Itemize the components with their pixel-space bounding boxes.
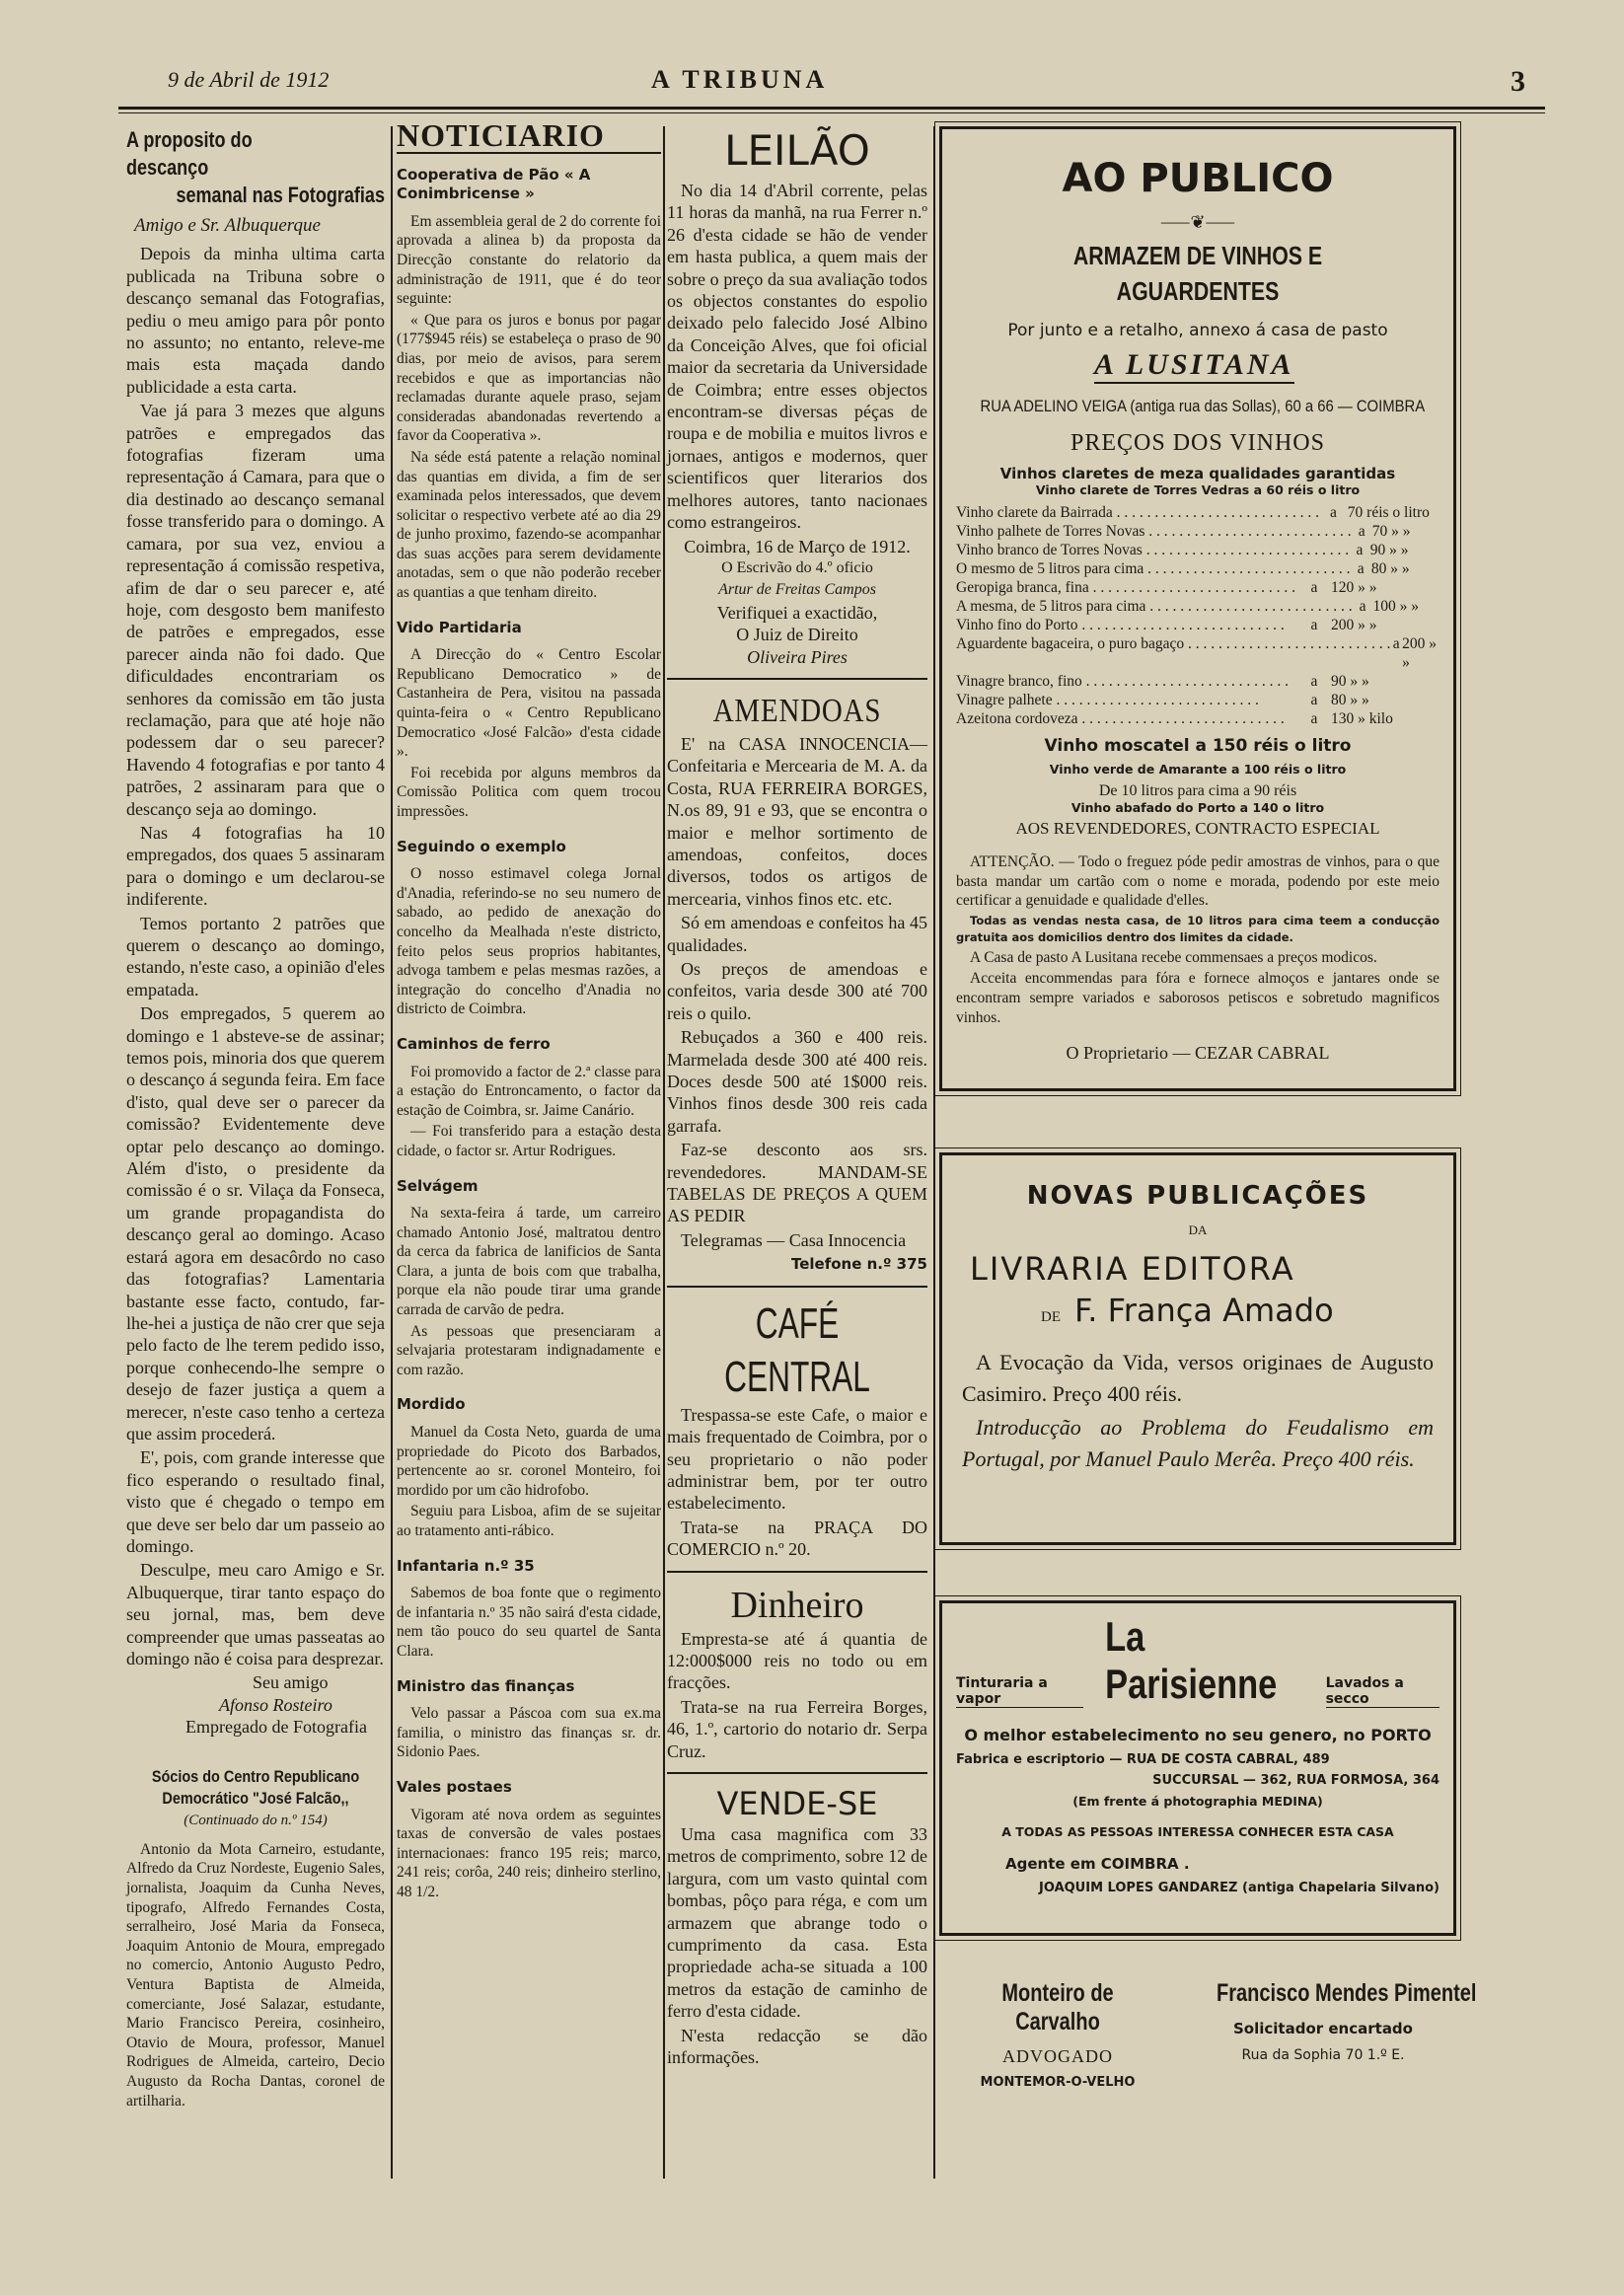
price-item-at: a (1310, 617, 1318, 633)
card-place: MONTEMOR-O-VELHO (980, 2075, 1136, 2090)
price-item-value: 100 » » (1372, 598, 1420, 615)
price-note: De 10 litros para cima a 90 réis (1098, 782, 1297, 799)
ad-text: Trata-se na rua Ferreira Borges, 46, 1.º, cartorio do notario dr. Serpa Cruz. (667, 1696, 927, 1761)
price-item-name: O mesmo de 5 litros para cima . . . . . . . . . . . . . . . . . . . . . . . . . . . (956, 560, 1351, 577)
price-item-name: Vinho branco de Torres Novas . . . . . . . . . . . . . . . . . . . . . . . . . . . (956, 542, 1350, 558)
section-title: Sócios do Centro Republicano (151, 1766, 360, 1786)
ad-phone: Telefone n.º 375 (790, 1255, 927, 1274)
ad-text: N'esta redacção se dão informações. (667, 2025, 927, 2068)
business-cards (939, 1979, 1477, 2090)
paragraph: E', pois, com grande interesse que fico esperando o resultado final, visto que é chegado o tempo em que deve ser belo dar um passeio ao domingo. (126, 1447, 385, 1556)
price-item-value: 80 » » (1370, 560, 1410, 577)
ad-line: Agente em COIMBRA . (1005, 1855, 1190, 1873)
ad-title: AO PUBLICO (1062, 156, 1334, 201)
ad-right-label: Lavados a secco (1326, 1675, 1439, 1708)
card-place: Rua da Sophia 70 1.º E. (1241, 2047, 1405, 2063)
column-2 (397, 117, 661, 2179)
price-item-at: a (1329, 504, 1337, 521)
ad-text: ATTENÇÃO. — Todo o freguez póde pedir amostras de vinhos, para o que basta mandar um cartão com o nome e morada, podendo por este meio certificar a genuidade e qualidade d'elles. (956, 853, 1439, 910)
column-3 (667, 126, 927, 2179)
price-row (956, 503, 1439, 522)
price-row (956, 709, 1439, 728)
ad-text: Rebuçados a 360 e 400 reis. Marmelada desde 300 até 400 reis. Doces desde 500 até 1$000 reis. Vinhos finos desde 300 reis cada garrafa. (667, 1027, 927, 1136)
page-number: 3 (1511, 65, 1525, 98)
price-row (956, 522, 1439, 541)
business-card (1190, 1979, 1477, 2090)
news-paragraph: O nosso estimavel colega Jornal d'Anadia, referindo-se no seu numero de sabado, ao pedido de anexação do concelho da Mealhada n'este districto, feito pelos seus proprios habitantes, advoga tambem e pelas mesmas razões, a integração do concelho d'Anadia no districto de Coimbra. (397, 865, 661, 1018)
price-item-at: a (1310, 692, 1318, 708)
price-heading: PREÇOS DOS VINHOS (1070, 430, 1325, 456)
ad-text: Só em amendoas e confeitos ha 45 qualidades. (667, 913, 927, 955)
news-heading: Cooperativa de Pão « A Conimbricense » (397, 165, 591, 203)
separator (667, 1286, 927, 1288)
business-name: A LUSITANA (1094, 348, 1294, 384)
news-paragraph: Sabemos de boa fonte que o regimento de infantaria n.º 35 não sairá d'esta cidade, nem tão pouco do seu quartel de Santa Clara. (397, 1585, 661, 1660)
price-item-at: a (1359, 598, 1366, 615)
signature-name: Afonso Rosteiro (219, 1694, 332, 1715)
ad-text: Faz-se desconto aos srs. revendedores. MANDAM-SE TABELAS DE PREÇOS A QUEM AS PEDIR (667, 1140, 927, 1226)
issue-date: 9 de Abril de 1912 (168, 67, 330, 92)
price-row (956, 616, 1439, 634)
paragraph: Vae já para 3 mezes que alguns patrões e empregados das fotografias fizeram uma representação á Camara, para que o dia destinado ao descanço semanal fosse transferido para o domingo. A camara, por sua vez, enviou a representação á comissão respetiva, afim de dar o seu parecer e, até hoje, com desgosto bem manifesto de patrões e empregados, esse parecer ainda não foi dado. Que dificuldades encontrariam os senhores da comissão em tão justa reclamação, para que até hoje não podessem dar o seu parecer? Havendo 4 fotografias e por tanto 4 patrões, 2 assinaram para que o descanço seja ao domingo. (126, 401, 385, 819)
price-item-name: Vinho clarete da Bairrada . . . . . . . . . . . . . . . . . . . . . . . . . . . (956, 504, 1319, 521)
news-paragraph: Em assembleia geral de 2 do corrente foi aprovada a alinea b) da proposta da Direcção constante do relatorio da administração de 1911, que é do teor seguinte: (397, 212, 661, 308)
article-title-line1: A proposito do descanço (126, 127, 253, 180)
news-paragraph: — Foi transferido para a estação desta cidade, o factor sr. Artur Rodrigues. (397, 1123, 661, 1159)
ad-la-parisienne (939, 1600, 1456, 1936)
news-paragraph: Foi promovido a factor de 2.ª classe para a estação do Entroncamento, o factor da estação de Coimbra, sr. Jaime Canário. (397, 1063, 661, 1119)
ad-line: O Escrivão do 4.º oficio (721, 558, 873, 576)
price-item-name: A mesma, de 5 litros para cima . . . . . . . . . . . . . . . . . . . . . . . . . . . (956, 598, 1353, 615)
ad-line: SUCCURSAL — 362, RUA FORMOSA, 364 (1152, 1773, 1439, 1788)
price-subheading: Vinhos claretes de meza qualidades garantidas (999, 465, 1396, 482)
ad-line: Artur de Freitas Campos (718, 581, 876, 599)
ad-text: Trespassa-se este Cafe, o maior e mais frequentado de Coimbra, por o seu proprietario o não poder administrar bem, por ter outro estabelecimento. (667, 1404, 927, 1514)
book-entry: A Evocação da Vida, versos originaes de Augusto Casimiro. Preço 400 réis. (962, 1350, 1434, 1406)
ad-line: O melhor estabelecimento no seu genero, no PORTO (964, 1726, 1432, 1744)
news-heading: Ministro das finanças (397, 1676, 575, 1695)
price-item-at: a (1310, 710, 1318, 727)
price-item-name: Vinho fino do Porto . . . . . . . . . . . . . . . . . . . . . . . . . . . (956, 617, 1285, 633)
column-rule (391, 126, 393, 2179)
price-item-value: 90 » » (1331, 673, 1369, 690)
price-row (956, 578, 1439, 597)
ad-text: E' na CASA INNOCENCIA—Confeitaria e Mercearia de M. A. da Costa, RUA FERREIRA BORGES, N.os 89, 91 e 93, que se encontra o maior e melhor sortimento de amendoas, confeitos, doces diversos, todos os artigos de mercearia, vinhos finos etc. etc. (667, 733, 927, 909)
ad-title-leilao: LEILÃO (724, 126, 870, 175)
header-rule (118, 107, 1545, 110)
signature-line: Seu amigo (253, 1672, 329, 1693)
price-item-value: 120 » » (1331, 579, 1377, 596)
continuation-note: (Continuado do n.º 154) (184, 1813, 328, 1829)
price-item-at: a (1310, 673, 1318, 690)
paragraph: Nas 4 fotografias ha 10 empregados, dos quaes 5 assinaram para o domingo e um declarou-se indiferente. (126, 822, 385, 910)
card-name: Francisco Mendes Pimentel (1217, 1979, 1477, 2007)
ad-title-dinheiro: Dinheiro (730, 1584, 864, 1626)
ad-text: Acceita encommendas para fóra e fornece almoços e jantares onde se encontram sempre variados e saborosos petiscos e sobretudo magnificos vinhos. (956, 970, 1439, 1026)
news-heading: Mordido (397, 1395, 466, 1414)
price-row (956, 672, 1439, 691)
ad-text: Empresta-se até á quantia de 12:000$000 reis no todo ou em fracções. (667, 1628, 927, 1693)
separator (667, 678, 927, 680)
address: RUA ADELINO VEIGA (antiga rua das Sollas), 60 a 66 — COIMBRA (980, 398, 1426, 415)
price-item-at: a (1356, 542, 1364, 558)
ad-line: DE (1041, 1309, 1061, 1325)
article-title-line2: semanal nas Fotografias (176, 183, 385, 207)
members-list: Antonio da Mota Carneiro, estudante, Alfredo da Cruz Nordeste, Eugenio Sales, jornalista, Joaquim da Cunha Neves, tipografo, Alfredo Fernandes Costa, serralheiro, José Maria da Fonseca, Joaquim Antonio de Moura, empregado no comercio, Antonio Augusto Pedro, Ventura Baptista de Almeida, comerciante, José Salazar, estudante, Mario Francisco Pereira, cosinheiro, Otavio de Moura, professor, Manuel Rodrigues de Almeida, carteiro, Decio Augusto da Rocha Dantas, coronel de artilharia. (126, 1840, 385, 2110)
price-row (956, 691, 1439, 709)
section-title: Democrático "José Falcão,, (162, 1789, 349, 1809)
news-heading: Infantaria n.º 35 (397, 1556, 535, 1575)
separator (667, 1571, 927, 1573)
price-item-at: a (1358, 523, 1366, 540)
price-item-at: a (1357, 560, 1365, 577)
price-row (956, 597, 1439, 616)
paragraph: Desculpe, meu caro Amigo e Sr. Albuquerque, tirar tanto espaço do seu jornal, mas, bem deve compreender que umas passeatas ao domingo não é coisa para desprezar. (126, 1560, 385, 1668)
header-rule-thin (118, 112, 1545, 113)
news-paragraph: « Que para os juros e bonus por pagar (177$945 réis) se estabeleça o praso de 90 dias, por meio de avisos, para serem recebidos e que as importancias não reclamadas durante aquele praso, sejam consideradas abandonadas revertendo a favor da Cooperativa ». (397, 311, 661, 445)
price-item-name: Azeitona cordoveza . . . . . . . . . . . . . . . . . . . . . . . . . . . (956, 710, 1285, 727)
price-note: Vinho verde de Amarante a 100 réis o litro (1049, 762, 1347, 777)
news-paragraph: Seguiu para Lisboa, afim de se sujeitar ao tratamento anti-rábico. (397, 1503, 661, 1539)
ad-ao-publico (939, 126, 1456, 1091)
signature-role: Empregado de Fotografia (185, 1717, 367, 1738)
ad-title: La Parisienne (1104, 1613, 1277, 1707)
ad-text: Uma casa magnifica com 33 metros de comprimento, sobre 12 de largura, com um vasto quintal com bombas, pôço para réga, e com um armazem que abrange todo o cumprimento da casa. Esta propriedade acha-se situada a 100 metros da estação de caminho de ferro d'esta cidade. (667, 1823, 927, 2022)
price-item-value: 70 réis o litro (1347, 504, 1430, 521)
price-item-value: 90 » » (1369, 542, 1409, 558)
publisher-name: LIVRARIA EDITORA (970, 1250, 1295, 1288)
ad-text: No dia 14 d'Abril corrente, pelas 11 horas da manhã, na rua Ferrer n.º 26 d'esta cidade se hão de vender em hasta publica, a quem mais der sobre o preço da sua avaliação todos os objectos constantes do espolio deixado pelo falecido José Albino da Conceição Alves, que foi oficial maior da secretaria da Universidade de Coimbra; entre esses objectos encontram-se diversas péças de roupa e de mobilia e muitos livros e jornaes, antigos e modernos, quer scientificos quer literarios dos melhores autores, tanto nacionaes como estrangeiros. (667, 181, 927, 533)
ad-line: Fabrica e escriptorio — RUA DE COSTA CABRAL, 489 (956, 1752, 1330, 1767)
price-item-value: 130 » kilo (1331, 710, 1393, 727)
salutation: Amigo e Sr. Albuquerque (134, 215, 321, 236)
column-4 (939, 126, 1477, 2179)
proprietor: O Proprietario — CEZAR CABRAL (1066, 1043, 1330, 1064)
price-item-name: Geropiga branca, fina . . . . . . . . . . . . . . . . . . . . . . . . . . . (956, 579, 1295, 596)
ad-text: Trata-se na PRAÇA DO COMERCIO n.º 20. (667, 1517, 927, 1560)
ad-novas-publicacoes (939, 1152, 1456, 1545)
news-heading: Caminhos de ferro (397, 1034, 551, 1053)
price-item-name: Aguardente bagaceira, o puro bagaço . . . . . . . . . . . . . . . . . . . . . . . . . . . (956, 635, 1391, 652)
news-heading: Seguindo o exemplo (397, 837, 566, 855)
price-item-value: 80 » » (1331, 692, 1369, 708)
paragraph: Dos empregados, 5 querem ao domingo e 1 absteve-se de assinar; temos pois, minoria dos que querem o descanço á segunda feira. Em face d'isto, qual deve ser o parecer da comissão? Evidentemente deve optar pelo descanço ao domingo. Além d'isto, o presidente da comissão é o sr. Vilaça da Fonseca, um grande propagandista do descanço geral ao domingo. Acaso estará agora em desacôrdo no caso das fotografias? Lamentaria bastante esse facto, contudo, far-lhe-hei a justiça de não crer que seja pelo facto de lhe terem pedido isso, porque conhecendo-lhe sempre o desejo de fazer justiça a quem a merecer, n'este caso tenho a certeza que assim procederá. (126, 1003, 385, 1444)
paragraph: Depois da minha ultima carta publicada na Tribuna sobre o descanço semanal das Fotografias, pediu o meu amigo para pôr ponto no assunto; no entanto, releve-me mais esta maçada dando publicidade a esta carta. (126, 244, 385, 397)
ad-line: O Juiz de Direito (736, 625, 858, 645)
separator (667, 1772, 927, 1774)
ad-title-cafe: CAFÉ CENTRAL (724, 1298, 870, 1401)
news-paragraph: Velo passar a Páscoa com sua ex.ma familia, o ministro das finanças sr. dr. Sidonio Paes. (397, 1705, 661, 1761)
ad-line: (Em frente á photographia MEDINA) (1072, 1794, 1323, 1809)
news-paragraph: Foi recebida por alguns membros da Comissão Politica com quem trocou impressões. (397, 764, 661, 820)
news-paragraph: A Direcção do « Centro Escolar Republicano Democratico » de Castanheira de Pera, visitou na passada quinta-feira o « Centro Republicano Democratico «José Falcão» d'esta cidade ». (397, 646, 661, 761)
price-row (956, 541, 1439, 559)
ad-line: DA (1188, 1222, 1208, 1237)
price-item-name: Vinho palhete de Torres Novas . . . . . . . . . . . . . . . . . . . . . . . . . . . (956, 523, 1352, 540)
column-1 (126, 126, 385, 2179)
price-item-value: 200 » » (1402, 635, 1437, 671)
ad-title-vende: VENDE-SE (716, 1784, 878, 1822)
ornament-icon: ⸺❦⸺ (1160, 212, 1235, 232)
price-item-at: a (1310, 579, 1318, 596)
price-item-name: Vinagre branco, fino . . . . . . . . . . . . . . . . . . . . . . . . . . . (956, 673, 1290, 690)
paragraph: Temos portanto 2 patrões que querem o descanço ao domingo, estando, n'este caso, a opinião d'eles empatada. (126, 913, 385, 999)
news-heading: Selvágem (397, 1176, 479, 1195)
card-role: Solicitador encartado (1233, 2020, 1413, 2037)
price-subheading: Vinho clarete de Torres Vedras a 60 réis o litro (1035, 482, 1361, 497)
ad-left-label: Tinturaria a vapor (956, 1675, 1083, 1708)
price-note: Vinho abafado do Porto a 140 o litro (1070, 800, 1325, 815)
column-rule (933, 126, 935, 2179)
book-entry: Introducção ao Problema do Feudalismo em Portugal, por Manuel Paulo Merêa. Preço 400 réis. (962, 1415, 1434, 1471)
ad-text: A Casa de pasto A Lusitana recebe commensaes a preços modicos. (970, 948, 1377, 966)
business-card (939, 1979, 1176, 2090)
news-paragraph: Na séde está patente a relação nominal das quantias em divida, a fim de ser examinada pelos interessados, que devem solicitar o respectivo verbete até ao dia 29 de junho proximo, fazendo-se acompanhar das suas acções para serem devidamente anotadas, sem o que não poderão receber as quantias a que tenham direito. (397, 448, 661, 602)
publisher-owner: F. França Amado (1074, 1292, 1334, 1329)
ad-text: Todas as vendas nesta casa, de 10 litros para cima teem a conducção gratuita aos domicilios dentro dos limites da cidade. (956, 913, 1439, 944)
ad-date: Coimbra, 16 de Março de 1912. (684, 536, 911, 556)
ad-line: Oliveira Pires (747, 646, 848, 667)
news-heading: Vales postaes (397, 1777, 512, 1796)
ad-line: JOAQUIM LOPES GANDAREZ (antiga Chapelaria Silvano) (1039, 1881, 1439, 1895)
news-paragraph: Na sexta-feira á tarde, um carreiro chamado Antonio José, maltratou dentro da cerca da fabrica de lanificios de Santa Clara, a junta de bois com que trabalha, porque ela não poude tirar uma grande carrada de carvão de pedra. (397, 1205, 661, 1319)
ad-title: NOVAS PUBLICAÇÕES (1026, 1181, 1369, 1211)
ad-subtitle: ARMAZEM DE VINHOS E AGUARDENTES (1072, 241, 1323, 306)
ad-line: A TODAS AS PESSOAS INTERESSA CONHECER ESTA CASA (1001, 1824, 1394, 1839)
news-paragraph: As pessoas que presenciaram a selvajaria protestaram indignadamente e com razão. (397, 1322, 661, 1378)
price-list (956, 503, 1439, 728)
price-note: Vinho moscatel a 150 réis o litro (1044, 736, 1352, 756)
price-item-at: a (1392, 635, 1400, 652)
card-name: Monteiro de Carvalho (1001, 1979, 1114, 2036)
price-item-name: Vinagre palhete . . . . . . . . . . . . . . . . . . . . . . . . . . . (956, 692, 1259, 708)
price-item-value: 200 » » (1331, 617, 1377, 633)
card-role: ADVOGADO (1002, 2046, 1113, 2066)
ad-text: Telegramas — Casa Innocencia (681, 1229, 907, 1250)
section-masthead: NOTICIARIO (397, 126, 661, 154)
price-row (956, 634, 1439, 672)
news-paragraph: Vigoram até nova ordem as seguintes taxas de conversão de vales postaes internacionaes: franco 195 reis; marco, 241 reis; corôa, 240 reis; dinheiro sterlino, 48 1/2. (397, 1806, 661, 1900)
column-rule (663, 126, 665, 2179)
price-item-value: 70 » » (1371, 523, 1411, 540)
news-paragraph: Manuel da Costa Neto, guarda de uma propriedade do Picoto dos Barbados, pertencente ao sr. coronel Monteiro, foi mordido por um cão hidrofobo. (397, 1424, 661, 1499)
ad-line: Verifiquei a exactidão, (716, 602, 878, 623)
ad-title-amendoas: AMENDOAS (712, 692, 882, 729)
price-row (956, 559, 1439, 578)
news-heading: Vido Partidaria (397, 618, 522, 636)
ad-line: Por junto e a retalho, annexo á casa de pasto (1007, 321, 1388, 340)
newspaper-title: A TRIBUNA (651, 65, 829, 94)
ad-text: Os preços de amendoas e confeitos, varia desde 300 até 700 reis o quilo. (667, 959, 927, 1023)
price-note: AOS REVENDEDORES, CONTRACTO ESPECIAL (1015, 819, 1380, 838)
